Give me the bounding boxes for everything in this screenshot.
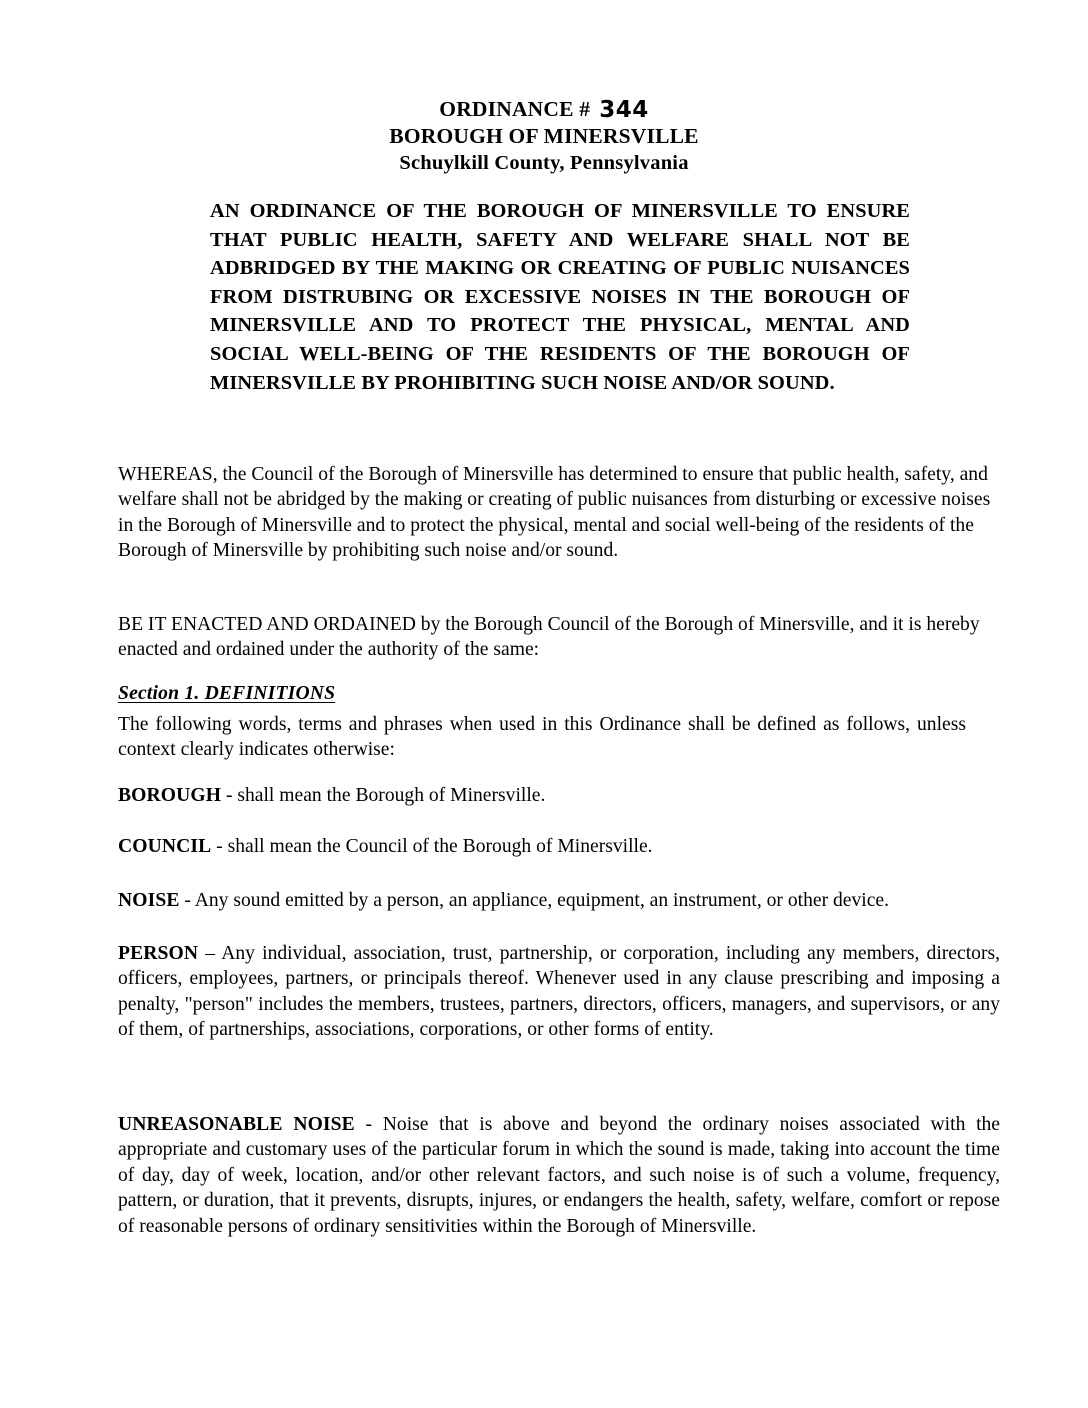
definition-person [118,941,1000,1043]
definition-text-unreasonable-noise: Noise that is above and beyond the ordinary noises associated with the appropriate and customary uses of the particular forum in which the sound is made, taking into account the time of day, day of week, location, and/or other relevant factors, and such noise is of such a volume, frequency, pattern, or duration, that it prevents, disrupts, injures, or endangers the health, safety, welfare, comfort or repose of reasonable persons of ordinary sensitivities within the Borough of Minersville. [118,1114,1001,1237]
definition-term-borough: BOROUGH [118,785,222,806]
ordinance-label: ORDINANCE # [439,97,591,121]
definition-term-unreasonable-noise: UNREASONABLE NOISE [118,1114,355,1135]
enacted-paragraph: BE IT ENACTED AND ORDAINED by the Borough Council of the Borough of Minersville, and it is hereby enacted and ordained under the authority of the same: [118,614,980,661]
definition-noise [118,888,996,913]
definition-separator-person: – [198,943,222,964]
definition-separator-borough: - [221,785,238,806]
definition-council [118,834,996,859]
document-header [0,96,1088,177]
ordinance-number-line [0,96,1088,123]
definition-unreasonable-noise [118,1112,1000,1239]
definition-term-person: PERSON [118,943,199,964]
definition-separator-noise: - [179,890,195,911]
definition-text-council: shall mean the Council of the Borough of Minersville. [227,836,653,857]
definition-separator-unreasonable-noise: - [354,1114,383,1135]
borough-name-line: BOROUGH OF MINERSVILLE [389,124,699,148]
section-1-heading: Section 1. DEFINITIONS [118,683,336,704]
definition-separator-council: - [211,836,228,857]
definition-text-noise: Any sound emitted by a person, an appliance, equipment, an instrument, or other device. [194,890,890,911]
whereas-paragraph: WHEREAS, the Council of the Borough of Minersville has determined to ensure that public health, safety, and welfare shall not be abridged by the making or creating of public nuisances from disturbing or excessive noises in the Borough of Minersville and to protect the physical, mental and social well-being of the residents of the Borough of Minersville by prohibiting such noise and/or sound. [118,464,991,562]
definition-term-noise: NOISE [118,890,180,911]
definition-text-borough: shall mean the Borough of Minersville. [237,785,546,806]
ordinance-number-handwritten: 344 [599,97,649,123]
county-state-line: Schuylkill County, Pennsylvania [399,152,689,174]
definition-borough [118,783,996,808]
ordinance-title: AN ORDINANCE OF THE BOROUGH OF MINERSVILLE TO ENSURE THAT PUBLIC HEALTH, SAFETY AND WELFARE SHALL NOT BE ADBRIDGED BY THE MAKING OR CREATING OF PUBLIC NUISANCES FROM DISTRUBING OR EXCESSIVE NOISES IN THE BOROUGH OF MINERSVILLE AND TO PROTECT THE PHYSICAL, MENTAL AND SOCIAL WELL-BEING OF THE RESIDENTS OF THE BOROUGH OF MINERSVILLE BY PROHIBITING SUCH NOISE AND/OR SOUND. [210,200,910,394]
section-1-intro: The following words, terms and phrases when used in this Ordinance shall be defined as follows, unless context clearly indicates otherwise: [118,714,966,761]
definition-text-person: Any individual, association, trust, partnership, or corporation, including any members, directors, officers, employees, partners, or principals thereof. Whenever used in any clause prescribing and imposing a penalty, "person" includes the members, trustees, partners, directors, officers, managers, and supervisors, or any of them, of partnerships, associations, corporations, or other forms of entity. [118,943,1000,1041]
definition-term-council: COUNCIL [118,836,212,857]
